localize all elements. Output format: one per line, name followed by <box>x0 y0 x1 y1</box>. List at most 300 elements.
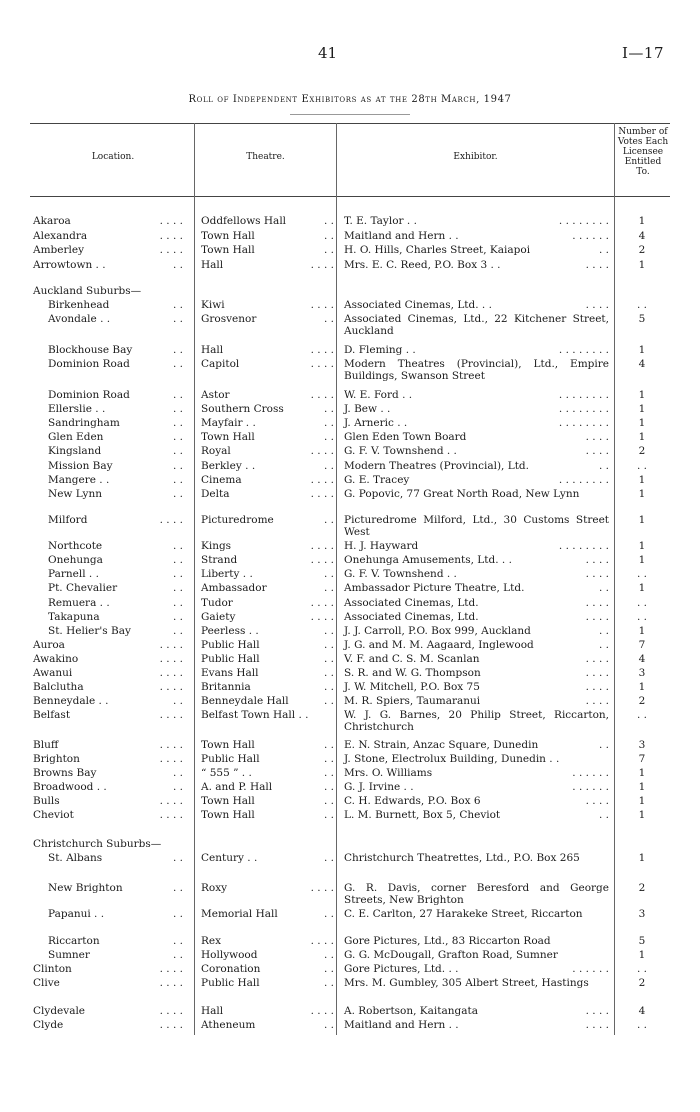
location-leader-dots: . . <box>172 949 183 961</box>
votes-cell <box>618 474 666 486</box>
theatre-cell <box>201 695 334 707</box>
exhibitor-cell-text: V. F. and C. S. M. Scanlan <box>344 653 480 665</box>
exhibitor-cell <box>344 625 609 637</box>
location-leader-dots: . . . . <box>159 809 183 821</box>
exhibitor-cell <box>344 389 609 401</box>
location-cell <box>48 313 183 325</box>
exhibitor-leader-dots: . . <box>598 809 609 821</box>
exhibitor-cell-text: Associated Cinemas, Ltd. <box>344 611 479 623</box>
location-leader-dots: . . <box>172 460 183 472</box>
theatre-cell-text: Town Hall <box>201 230 255 242</box>
location-cell-text: Onehunga <box>48 554 103 566</box>
exhibitor-leader-dots: . . . . . . <box>572 963 609 975</box>
theatre-leader-dots: . . . . <box>310 935 334 947</box>
location-cell-text: Clyde <box>33 1019 64 1031</box>
location-cell-text: Kingsland <box>48 445 102 457</box>
exhibitor-leader-dots: . . <box>598 460 609 472</box>
exhibitor-leader-dots: . . . . . . . . <box>558 474 609 486</box>
theatre-cell <box>201 460 334 472</box>
votes-cell-text: . . <box>636 299 647 311</box>
votes-cell-text: 1 <box>638 781 646 793</box>
location-leader-dots: . . <box>172 882 183 894</box>
votes-cell-text: 4 <box>638 230 646 242</box>
location-cell-text: Akaroa <box>33 215 71 227</box>
theatre-cell-text: Capitol <box>201 358 240 370</box>
votes-cell <box>618 1005 666 1017</box>
votes-cell-text: 2 <box>638 695 646 707</box>
votes-cell <box>618 488 666 500</box>
theatre-cell <box>201 949 334 961</box>
votes-cell <box>618 1019 666 1031</box>
votes-cell-text: . . <box>636 611 647 623</box>
exhibitor-cell-text: G. J. Irvine . . <box>344 781 414 793</box>
location-cell <box>48 582 183 594</box>
votes-cell-text: . . <box>636 460 647 472</box>
location-cell <box>33 753 183 765</box>
location-cell-text: Northcote <box>48 540 103 552</box>
location-cell <box>48 460 183 472</box>
theatre-cell-text: Hall <box>201 1005 224 1017</box>
location-cell <box>48 445 183 457</box>
exhibitor-leader-dots: . . . . <box>585 445 609 457</box>
exhibitor-cell <box>344 739 609 751</box>
theatre-cell-text: Public Hall <box>201 653 260 665</box>
location-cell-text: Pt. Chevalier <box>48 582 118 594</box>
location-cell-text: New Brighton <box>48 882 123 894</box>
exhibitor-cell-text: G. R. Davis, corner Beresford and George Streets, New Brighton <box>344 882 609 906</box>
exhibitor-leader-dots: . . <box>598 639 609 651</box>
votes-cell-text: 3 <box>638 908 646 920</box>
location-cell <box>48 431 183 443</box>
votes-cell-text: 2 <box>638 445 646 457</box>
location-leader-dots: . . <box>172 852 183 864</box>
exhibitor-leader-dots: . . . . <box>585 259 609 271</box>
exhibitor-cell-text: Mrs. O. Williams <box>344 767 433 779</box>
location-cell <box>33 963 183 975</box>
theatre-cell-text: Town Hall <box>201 809 255 821</box>
votes-cell-text: 3 <box>638 739 646 751</box>
location-cell <box>33 809 183 821</box>
location-cell-text: Awakino <box>33 653 79 665</box>
title-underline <box>290 114 410 115</box>
location-leader-dots: . . <box>172 625 183 637</box>
exhibitor-cell-text: Maitland and Hern . . <box>344 230 459 242</box>
location-cell <box>48 935 183 947</box>
location-cell-text: Browns Bay <box>33 767 97 779</box>
location-cell <box>33 1005 183 1017</box>
theatre-cell-text: Gaiety <box>201 611 236 623</box>
exhibitor-leader-dots: . . . . <box>585 795 609 807</box>
header-bottom-rule <box>30 196 670 197</box>
theatre-cell-text: Benneydale Hall <box>201 695 289 707</box>
theatre-cell-text: Hollywood <box>201 949 258 961</box>
votes-cell-text: 1 <box>638 582 646 594</box>
votes-cell <box>618 299 666 311</box>
location-cell <box>33 795 183 807</box>
exhibitor-cell-text: E. N. Strain, Anzac Square, Dunedin <box>344 739 539 751</box>
exhibitor-cell <box>344 299 609 311</box>
theatre-cell <box>201 554 334 566</box>
exhibitor-cell <box>344 445 609 457</box>
theatre-leader-dots: . . <box>323 568 334 580</box>
votes-cell-text: 1 <box>638 344 646 356</box>
theatre-leader-dots: . . . . <box>310 611 334 623</box>
exhibitor-cell-text: J. J. Carroll, P.O. Box 999, Auckland <box>344 625 531 637</box>
exhibitor-cell-text: J. G. and M. M. Aagaard, Inglewood <box>344 639 534 651</box>
theatre-leader-dots: . . <box>323 639 334 651</box>
theatre-leader-dots: . . . . <box>310 358 334 370</box>
location-leader-dots: . . <box>172 935 183 947</box>
votes-cell <box>618 230 666 242</box>
location-cell <box>48 540 183 552</box>
theatre-leader-dots: . . . . <box>310 259 334 271</box>
location-cell-text: Awanui <box>33 667 73 679</box>
votes-cell-text: 1 <box>638 403 646 415</box>
location-leader-dots: . . . . <box>159 653 183 665</box>
theatre-leader-dots: . . <box>323 653 334 665</box>
theatre-cell-text: Town Hall <box>201 431 255 443</box>
location-leader-dots: . . . . <box>159 215 183 227</box>
exhibitor-cell-text: G. F. V. Townshend . . <box>344 445 457 457</box>
votes-cell <box>618 852 666 864</box>
location-cell-text: Papanui . . <box>48 908 105 920</box>
exhibitor-leader-dots: . . . . <box>585 681 609 693</box>
exhibitor-cell-text: Gore Pictures, Ltd., 83 Riccarton Road <box>344 935 551 947</box>
exhibitor-cell <box>344 417 609 429</box>
location-cell-text: Sumner <box>48 949 90 961</box>
location-leader-dots: . . <box>172 299 183 311</box>
location-cell <box>48 417 183 429</box>
votes-cell-text: . . <box>636 709 647 721</box>
exhibitor-cell <box>344 568 609 580</box>
exhibitor-leader-dots: . . . . <box>585 299 609 311</box>
location-cell-text: Ellerslie . . <box>48 403 106 415</box>
theatre-leader-dots: . . <box>323 215 334 227</box>
exhibitor-cell-text: Associated Cinemas, Ltd., 22 Kitchener Street, Auckland <box>344 313 609 337</box>
exhibitor-cell <box>344 230 609 242</box>
location-cell-text: Bluff <box>33 739 59 751</box>
exhibitor-cell-text: H. J. Hayward <box>344 540 419 552</box>
votes-cell-text: 1 <box>638 514 646 526</box>
theatre-cell-text: Hall <box>201 259 224 271</box>
exhibitor-cell <box>344 753 609 765</box>
exhibitor-leader-dots: . . . . <box>585 568 609 580</box>
location-cell <box>48 568 183 580</box>
votes-cell <box>618 540 666 552</box>
votes-cell <box>618 753 666 765</box>
exhibitor-cell <box>344 313 609 337</box>
page-code: I—17 <box>622 44 665 62</box>
theatre-leader-dots: . . <box>323 809 334 821</box>
theatre-cell <box>201 431 334 443</box>
exhibitor-cell <box>344 244 609 256</box>
theatre-cell <box>201 625 334 637</box>
location-leader-dots: . . <box>172 431 183 443</box>
location-cell <box>33 215 183 227</box>
theatre-cell <box>201 514 334 526</box>
theatre-cell <box>201 1019 334 1031</box>
votes-cell <box>618 639 666 651</box>
location-leader-dots: . . <box>172 313 183 325</box>
theatre-cell-text: Berkley . . <box>201 460 256 472</box>
exhibitor-cell-text: Gore Pictures, Ltd. . . <box>344 963 459 975</box>
location-leader-dots: . . <box>172 611 183 623</box>
theatre-leader-dots: . . . . <box>310 299 334 311</box>
exhibitor-cell-text: C. E. Carlton, 27 Harakeke Street, Riccarton <box>344 908 583 920</box>
theatre-cell <box>201 882 334 894</box>
theatre-leader-dots: . . <box>323 908 334 920</box>
votes-cell-text: 1 <box>638 431 646 443</box>
location-leader-dots: . . <box>172 781 183 793</box>
location-cell <box>48 611 183 623</box>
votes-cell-text: . . <box>636 597 647 609</box>
votes-cell <box>618 882 666 894</box>
exhibitor-cell <box>344 653 609 665</box>
votes-cell-text: 5 <box>638 313 646 325</box>
location-cell-text: Auckland Suburbs— <box>33 285 142 297</box>
theatre-cell <box>201 244 334 256</box>
theatre-cell <box>201 474 334 486</box>
exhibitor-cell <box>344 474 609 486</box>
exhibitor-cell-text: J. Bew . . <box>344 403 391 415</box>
exhibitor-cell <box>344 259 609 271</box>
exhibitor-leader-dots: . . . . . . . . <box>558 540 609 552</box>
theatre-cell-text: Strand <box>201 554 238 566</box>
votes-cell-text: . . <box>636 1019 647 1031</box>
exhibitor-cell <box>344 681 609 693</box>
exhibitor-leader-dots: . . . . . . . . <box>558 403 609 415</box>
exhibitor-leader-dots: . . . . <box>585 611 609 623</box>
location-leader-dots: . . <box>172 344 183 356</box>
exhibitor-cell <box>344 695 609 707</box>
votes-cell-text: 1 <box>638 767 646 779</box>
theatre-leader-dots: . . <box>323 460 334 472</box>
theatre-cell <box>201 230 334 242</box>
exhibitor-leader-dots: . . . . . . <box>572 230 609 242</box>
exhibitor-leader-dots: . . . . <box>585 554 609 566</box>
theatre-cell-text: Public Hall <box>201 753 260 765</box>
theatre-leader-dots: . . <box>323 739 334 751</box>
location-leader-dots: . . . . <box>159 795 183 807</box>
theatre-cell-text: Belfast Town Hall . . <box>201 709 309 721</box>
theatre-cell <box>201 681 334 693</box>
location-leader-dots: . . . . <box>159 244 183 256</box>
location-leader-dots: . . . . <box>159 977 183 989</box>
exhibitor-cell <box>344 1005 609 1017</box>
votes-cell-text: 1 <box>638 417 646 429</box>
votes-cell-text: 1 <box>638 389 646 401</box>
theatre-leader-dots: . . <box>323 949 334 961</box>
theatre-cell <box>201 568 334 580</box>
theatre-leader-dots: . . <box>323 795 334 807</box>
exhibitor-cell <box>344 358 609 382</box>
exhibitor-leader-dots: . . . . . . . . <box>558 417 609 429</box>
theatre-cell <box>201 540 334 552</box>
votes-cell-text: 2 <box>638 244 646 256</box>
votes-cell-text: 5 <box>638 935 646 947</box>
theatre-cell <box>201 344 334 356</box>
theatre-cell <box>201 488 334 500</box>
theatre-cell <box>201 709 334 721</box>
exhibitor-cell <box>344 767 609 779</box>
exhibitor-cell <box>344 963 609 975</box>
exhibitor-leader-dots: . . . . . . <box>572 781 609 793</box>
theatre-cell <box>201 299 334 311</box>
theatre-cell <box>201 389 334 401</box>
theatre-leader-dots: . . <box>323 963 334 975</box>
exhibitor-cell-text: A. Robertson, Kaitangata <box>344 1005 478 1017</box>
votes-cell-text: 2 <box>638 882 646 894</box>
location-leader-dots: . . <box>172 474 183 486</box>
theatre-cell-text: Ambassador <box>201 582 267 594</box>
theatre-cell <box>201 403 334 415</box>
location-leader-dots: . . <box>172 568 183 580</box>
location-cell-text: Dominion Road <box>48 358 130 370</box>
exhibitor-leader-dots: . . . . <box>585 431 609 443</box>
votes-cell <box>618 625 666 637</box>
header-theatre: Theatre. <box>246 152 285 162</box>
location-cell <box>48 625 183 637</box>
theatre-cell <box>201 767 334 779</box>
theatre-leader-dots: . . . . <box>310 540 334 552</box>
header-votes: Number of Votes Each Licensee Entitled To. <box>617 127 669 177</box>
location-cell-text: Blockhouse Bay <box>48 344 133 356</box>
location-leader-dots: . . . . <box>159 639 183 651</box>
location-leader-dots: . . <box>172 582 183 594</box>
location-cell <box>48 358 183 370</box>
theatre-leader-dots: . . . . <box>310 474 334 486</box>
theatre-leader-dots: . . . . <box>310 344 334 356</box>
location-cell-text: Broadwood . . <box>33 781 107 793</box>
exhibitor-cell-text: G. G. McDougall, Grafton Road, Sumner <box>344 949 558 961</box>
votes-cell-text: 1 <box>638 215 646 227</box>
theatre-leader-dots: . . <box>323 852 334 864</box>
exhibitor-leader-dots: . . . . <box>585 1019 609 1031</box>
location-cell-text: Cheviot <box>33 809 74 821</box>
exhibitor-cell-text: Modern Theatres (Provincial), Ltd., Empire Buildings, Swanson Street <box>344 358 609 382</box>
theatre-cell-text: Century . . <box>201 852 258 864</box>
location-cell <box>48 344 183 356</box>
votes-cell <box>618 344 666 356</box>
location-cell-text: Arrowtown . . <box>33 259 106 271</box>
exhibitor-leader-dots: . . <box>598 244 609 256</box>
votes-cell <box>618 739 666 751</box>
theatre-cell-text: Roxy <box>201 882 228 894</box>
theatre-cell-text: Kings <box>201 540 232 552</box>
exhibitor-cell <box>344 403 609 415</box>
location-cell <box>48 299 183 311</box>
location-cell <box>33 681 183 693</box>
exhibitor-cell-text: G. F. V. Townshend . . <box>344 568 457 580</box>
location-cell <box>33 977 183 989</box>
location-leader-dots: . . <box>172 908 183 920</box>
location-leader-dots: . . <box>172 445 183 457</box>
header-location: Location. <box>91 152 135 162</box>
location-leader-dots: . . <box>172 488 183 500</box>
exhibitor-leader-dots: . . . . <box>585 653 609 665</box>
theatre-cell <box>201 653 334 665</box>
location-cell <box>33 259 183 271</box>
theatre-cell-text: Public Hall <box>201 977 260 989</box>
theatre-cell-text: Atheneum <box>201 1019 256 1031</box>
theatre-cell-text: Liberty . . <box>201 568 253 580</box>
votes-cell <box>618 313 666 325</box>
location-cell-text: Glen Eden <box>48 431 104 443</box>
theatre-cell-text: Public Hall <box>201 639 260 651</box>
theatre-leader-dots: . . <box>323 403 334 415</box>
location-cell <box>48 949 183 961</box>
location-cell-text: Brighton <box>33 753 80 765</box>
theatre-leader-dots: . . <box>323 431 334 443</box>
votes-cell <box>618 949 666 961</box>
location-leader-dots: . . . . <box>159 1019 183 1031</box>
location-cell-text: Remuera . . <box>48 597 110 609</box>
exhibitor-cell-text: G. E. Tracey <box>344 474 410 486</box>
theatre-leader-dots: . . . . <box>310 1005 334 1017</box>
theatre-cell-text: A. and P. Hall <box>201 781 273 793</box>
theatre-cell-text: Town Hall <box>201 244 255 256</box>
votes-cell-text: 1 <box>638 949 646 961</box>
location-cell <box>33 230 183 242</box>
theatre-cell <box>201 611 334 623</box>
theatre-leader-dots: . . <box>323 681 334 693</box>
location-cell-text: Avondale . . <box>48 313 111 325</box>
theatre-leader-dots: . . <box>323 625 334 637</box>
theatre-cell-text: Town Hall <box>201 795 255 807</box>
theatre-cell-text: Cinema <box>201 474 242 486</box>
exhibitor-cell-text: W. E. Ford . . <box>344 389 413 401</box>
theatre-cell-text: Oddfellows Hall <box>201 215 287 227</box>
theatre-leader-dots: . . <box>323 582 334 594</box>
votes-cell-text: . . <box>636 963 647 975</box>
location-cell-text: St. Albans <box>48 852 103 864</box>
votes-cell <box>618 403 666 415</box>
theatre-cell <box>201 215 334 227</box>
votes-cell-text: 1 <box>638 809 646 821</box>
location-cell-text: Takapuna <box>48 611 100 623</box>
location-leader-dots: . . . . <box>159 514 183 526</box>
theatre-cell-text: “ 555 ” . . <box>201 767 252 779</box>
location-cell <box>48 403 183 415</box>
location-cell-text: New Lynn <box>48 488 102 500</box>
location-leader-dots: . . . . <box>159 667 183 679</box>
location-leader-dots: . . <box>172 358 183 370</box>
location-cell-text: Parnell . . <box>48 568 99 580</box>
location-cell <box>33 653 183 665</box>
location-leader-dots: . . . . <box>159 230 183 242</box>
exhibitor-leader-dots: . . <box>598 739 609 751</box>
exhibitor-cell <box>344 488 609 500</box>
location-cell <box>33 838 183 850</box>
exhibitor-leader-dots: . . . . . . . . <box>558 344 609 356</box>
location-cell-text: Sandringham <box>48 417 120 429</box>
votes-cell <box>618 460 666 472</box>
theatre-cell-text: Britannia <box>201 681 251 693</box>
location-cell <box>33 639 183 651</box>
votes-cell <box>618 653 666 665</box>
votes-cell <box>618 582 666 594</box>
header-top-rule <box>30 123 670 124</box>
theatre-leader-dots: . . <box>323 753 334 765</box>
exhibitor-cell-text: C. H. Edwards, P.O. Box 6 <box>344 795 481 807</box>
exhibitor-cell <box>344 949 609 961</box>
votes-cell-text: 1 <box>638 540 646 552</box>
location-cell-text: Christchurch Suburbs— <box>33 838 162 850</box>
theatre-leader-dots: . . <box>323 767 334 779</box>
theatre-leader-dots: . . <box>323 514 334 526</box>
location-cell-text: Milford <box>48 514 88 526</box>
location-leader-dots: . . <box>172 597 183 609</box>
